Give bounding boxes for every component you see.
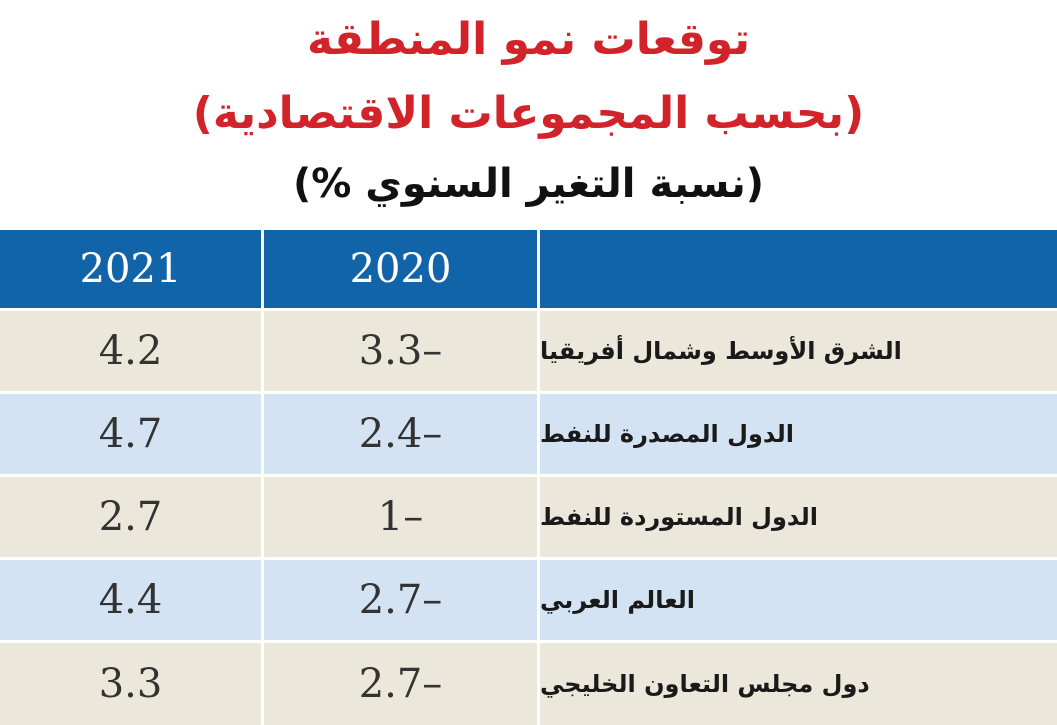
cell-label: دول مجلس التعاون الخليجي — [540, 670, 870, 698]
cell-2021: 2.7 — [0, 477, 264, 557]
table-row — [0, 311, 1057, 391]
title-line-3: (نسبة التغير السنوي %) — [292, 161, 765, 207]
table-row — [0, 477, 1057, 557]
header-cell-label — [540, 230, 1057, 308]
cell-2020: 2.7– — [264, 560, 540, 640]
title-line-1: توقعات نمو المنطقة — [306, 14, 750, 65]
cell-2020: 2.4– — [264, 394, 540, 474]
growth-table — [0, 230, 1057, 725]
cell-2020: 2.7– — [264, 643, 540, 725]
table-header-row — [0, 230, 1057, 308]
table-row — [0, 394, 1057, 474]
header-cell-2020: 2020 — [264, 230, 540, 308]
cell-2020: 1– — [264, 477, 540, 557]
cell-label: الدول المستوردة للنفط — [540, 503, 819, 531]
cell-label: الشرق الأوسط وشمال أفريقيا — [540, 337, 902, 365]
cell-2020: 3.3– — [264, 311, 540, 391]
table-row — [0, 560, 1057, 640]
header-cell-2021: 2021 — [0, 230, 264, 308]
title-block — [0, 0, 1057, 228]
title-line-2: (بحسب المجموعات الاقتصادية) — [192, 88, 865, 139]
cell-2021: 4.7 — [0, 394, 264, 474]
cell-2021: 4.2 — [0, 311, 264, 391]
cell-label: العالم العربي — [540, 586, 695, 614]
table-row — [0, 643, 1057, 725]
cell-2021: 3.3 — [0, 643, 264, 725]
cell-label: الدول المصدرة للنفط — [540, 420, 794, 448]
cell-2021: 4.4 — [0, 560, 264, 640]
